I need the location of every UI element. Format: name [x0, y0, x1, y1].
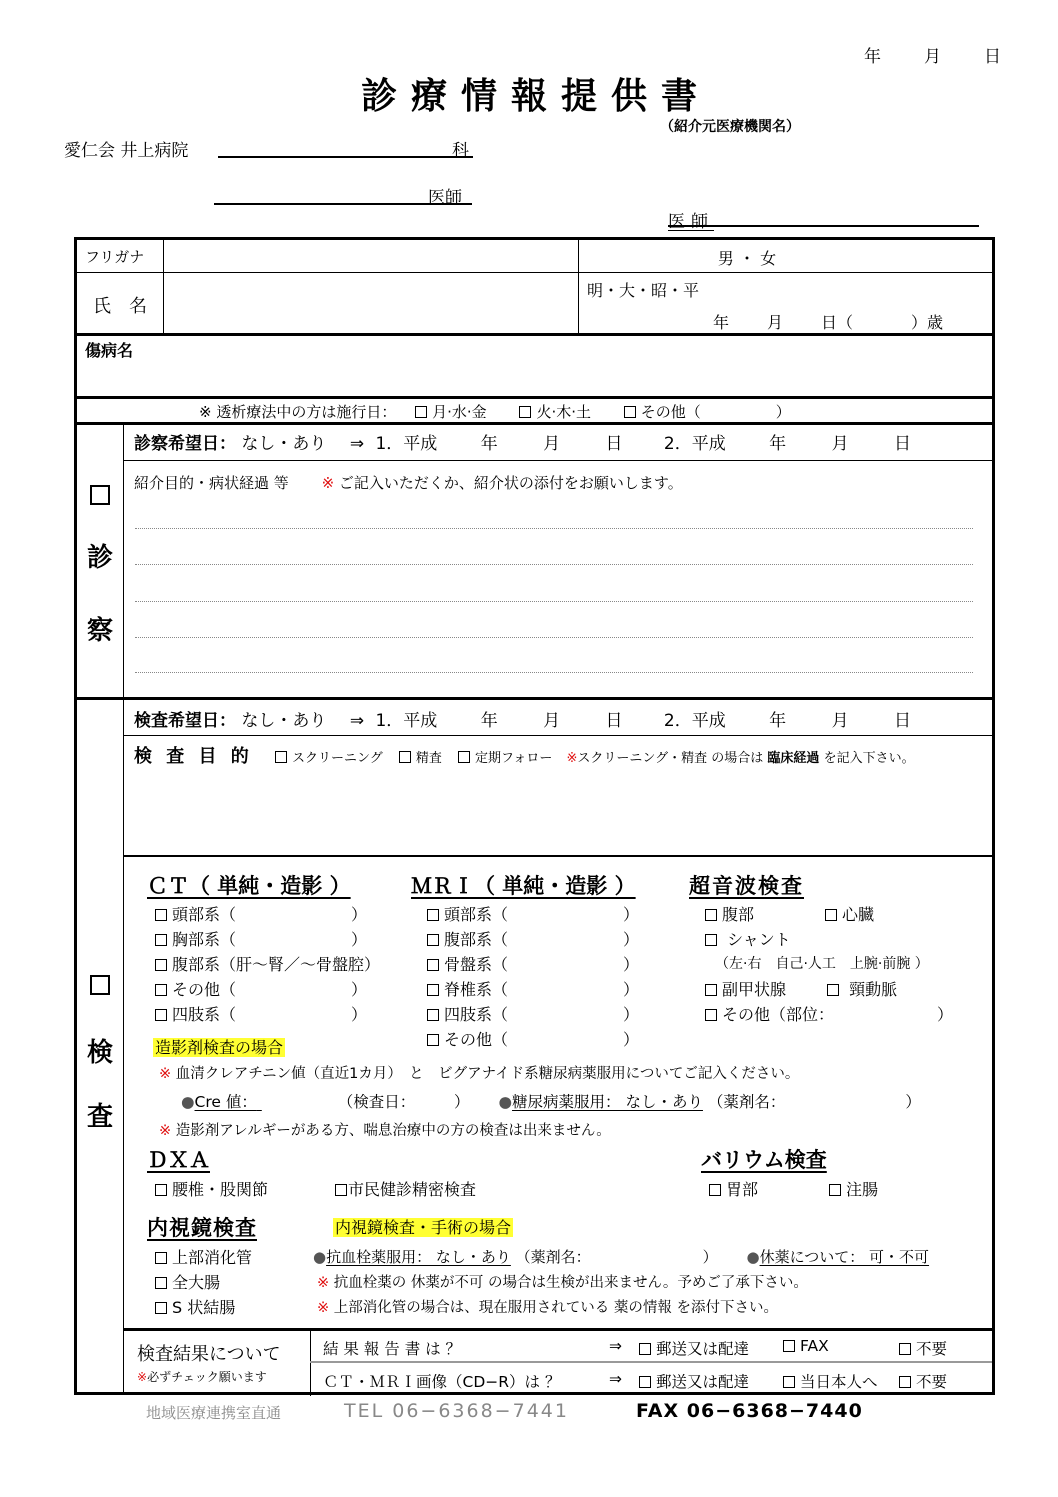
- ct-item[interactable]: その他（ ）: [155, 977, 236, 1000]
- divider: [123, 855, 992, 857]
- note-mark: ※: [321, 474, 335, 492]
- followup-label: 定期フォロー: [475, 751, 553, 766]
- divider: [123, 460, 992, 461]
- unit-day: 日: [605, 711, 623, 731]
- consultation-date-choice[interactable]: なし・あり: [241, 434, 327, 454]
- us-shunt[interactable]: シャント: [705, 927, 791, 950]
- examination-label-2: 査: [86, 1102, 113, 1132]
- examination-checkbox[interactable]: [77, 972, 123, 1002]
- unit-month: 月: [543, 434, 561, 454]
- age-label: ）歳: [911, 313, 944, 332]
- examination-label-1: 検: [86, 1038, 113, 1068]
- consultation-date-row: [134, 429, 911, 454]
- dxa-lumbar-hip[interactable]: 腰椎・股関節: [155, 1177, 268, 1200]
- exam-purpose-note: スクリーニング・精査 の場合は: [577, 751, 768, 766]
- birth-year-label: 年: [713, 313, 730, 332]
- contrast-note1: ※ 血清クレアチニン値（直近1カ月） と ビグアナイド系糖尿病薬服用についてご記入ください。: [159, 1066, 800, 1082]
- endoscopy-note1: ※ 抗血栓薬の 休薬が不可 の場合は生検が出来ません。予めご了承下さい。: [317, 1275, 808, 1291]
- exam-purpose-note-bold: 臨床経過: [767, 751, 820, 766]
- divider: [77, 272, 578, 273]
- era-options[interactable]: 明・大・昭・平: [587, 281, 700, 300]
- divider: [578, 272, 992, 273]
- unit-year: 年: [480, 711, 498, 731]
- barium-heading: バリウム検査: [701, 1148, 827, 1172]
- consultation-option2: 2．平成: [663, 434, 726, 454]
- exam-purpose-note-end: を記入下さい。: [819, 751, 915, 766]
- paren-close: ）: [702, 1248, 718, 1266]
- results-sub: ※必ずチェック願います: [137, 1370, 267, 1384]
- barium-enema[interactable]: 注腸: [829, 1177, 878, 1200]
- report-mail-option[interactable]: 郵送又は配達: [639, 1337, 749, 1359]
- detailed-exam-label: 精査: [415, 751, 442, 766]
- date-day-label: 日: [984, 47, 1001, 67]
- endoscopy-note2: ※ 上部消化管の場合は、現在服用されている 薬の情報 を添付下さい。: [317, 1300, 778, 1316]
- divider: [77, 333, 992, 336]
- department-field[interactable]: [218, 156, 473, 158]
- us-abdomen[interactable]: 腹部: [705, 902, 754, 925]
- endoscopy-sigmoid[interactable]: S 状結腸: [155, 1295, 235, 1318]
- dialysis-tts-label: 火·木·土: [536, 403, 591, 421]
- diagnosis-label: 傷病名: [85, 341, 134, 360]
- divider: [123, 735, 992, 736]
- mri-heading: ＭＲＩ（ 単純・造影 ）: [411, 874, 636, 898]
- footer-fax: FAX 06−6368−7440: [636, 1400, 863, 1422]
- footer-label: 地域医療連携室直通: [146, 1404, 282, 1422]
- footer-tel: TEL 06−6368−7441: [344, 1400, 569, 1422]
- birthdate-field[interactable]: [713, 310, 943, 333]
- consultation-label-1: 診: [86, 543, 113, 573]
- mri-item[interactable]: 頭部系（ ）: [427, 902, 508, 925]
- paren-close: ）: [905, 1093, 921, 1111]
- name-label: 氏 名: [93, 296, 147, 317]
- department-suffix: 科: [452, 141, 469, 161]
- date-year-label: 年: [864, 47, 881, 67]
- divider: [77, 697, 992, 700]
- image-question: ＣＴ・ＭＲＩ画像（CD−R）は ？: [323, 1373, 561, 1391]
- examination-option1: 1．平成: [375, 711, 438, 731]
- image-none-option[interactable]: 不要: [899, 1370, 947, 1392]
- image-patient-option[interactable]: 当日本人へ: [783, 1370, 878, 1392]
- consultation-label-2: 察: [86, 616, 113, 646]
- mri-item[interactable]: 腹部系（ ）: [427, 927, 508, 950]
- examination-date-label: 検査希望日：: [134, 711, 236, 731]
- followup-checkbox[interactable]: [458, 751, 470, 763]
- writing-line[interactable]: [135, 564, 973, 565]
- furigana-field[interactable]: [165, 242, 577, 271]
- report-arrow: ⇒: [609, 1337, 622, 1355]
- divider: [77, 396, 992, 399]
- referrer-doctor-field[interactable]: [668, 225, 979, 227]
- divider: [310, 1361, 992, 1363]
- results-label: 検査結果について: [137, 1344, 281, 1365]
- birth-day-label: 日（: [821, 313, 854, 332]
- report-question: 結 果 報 告 書 は ？: [323, 1340, 462, 1358]
- unit-month: 月: [831, 711, 849, 731]
- unit-day: 日: [893, 711, 911, 731]
- contrast-inputs: ●Cre 値： （検査日： ） ●糖尿病薬服用： なし・あり （薬剤名： ）: [181, 1093, 921, 1111]
- referral-purpose-row: [134, 472, 683, 493]
- unit-year: 年: [769, 711, 787, 731]
- unit-day: 日: [605, 434, 623, 454]
- divider: [123, 1328, 992, 1331]
- cre-date-field[interactable]: （検査日： ）: [337, 1093, 470, 1111]
- screening-label: スクリーニング: [291, 751, 383, 766]
- referral-purpose-note: ご記入いただくか、紹介状の添付をお願いします。: [338, 474, 683, 492]
- contrast-note2: ※ 造影剤アレルギーがある方、喘息治療中の方の検査は出来ません。: [159, 1123, 611, 1139]
- dm-choice[interactable]: 糖尿病薬服用： なし・あり: [512, 1093, 703, 1111]
- examination-date-row: [134, 706, 911, 731]
- ct-item[interactable]: 腹部系（肝〜腎／〜骨盤腔）: [155, 952, 380, 975]
- birth-month-label: 月: [767, 313, 784, 332]
- writing-line[interactable]: [135, 601, 973, 602]
- mri-item[interactable]: 四肢系（ ）: [427, 1002, 508, 1025]
- referrer-label: （紹介元医療機関名）: [660, 119, 800, 135]
- us-shunt-detail[interactable]: （左·右 自己·人工 上腕·前腕 ）: [715, 956, 929, 972]
- unit-year: 年: [480, 434, 498, 454]
- contrast-highlight: 造影剤検査の場合: [155, 1038, 284, 1057]
- ct-item[interactable]: 頭部系（ ）: [155, 902, 236, 925]
- dialysis-other-label: その他（ ）: [640, 403, 791, 421]
- image-arrow: ⇒: [609, 1370, 622, 1388]
- examination-date-choice[interactable]: なし・あり: [241, 711, 327, 731]
- ct-item[interactable]: 四肢系（ ）: [155, 1002, 236, 1025]
- unit-year: 年: [769, 434, 787, 454]
- dxa-heading: ＤＸＡ: [147, 1148, 210, 1172]
- detailed-exam-checkbox[interactable]: [399, 751, 411, 763]
- examination-option2: 2．平成: [663, 711, 726, 731]
- consultation-checkbox[interactable]: [77, 482, 123, 512]
- exam-purpose-field[interactable]: [127, 770, 988, 854]
- anticoag-choice[interactable]: 抗血栓薬服用： なし・あり: [326, 1248, 511, 1266]
- consultation-date-label: 診察希望日：: [134, 434, 236, 454]
- ultrasound-heading: 超音波検査: [689, 874, 804, 898]
- writing-line[interactable]: [135, 672, 973, 673]
- date-month-label: 月: [924, 47, 941, 67]
- divider: [77, 422, 992, 425]
- referral-purpose-label: 紹介目的・病状経過 等: [134, 474, 289, 492]
- dialysis-row: [199, 401, 791, 422]
- us-heart[interactable]: 心臓: [825, 902, 874, 925]
- name-field[interactable]: [165, 274, 577, 334]
- divider: [578, 240, 579, 335]
- divider: [123, 422, 124, 1395]
- referrer-doctor-label: 医師: [668, 212, 714, 232]
- mri-item[interactable]: その他（ ）: [427, 1027, 508, 1050]
- dialysis-note: ※ 透析療法中の方は施行日：: [199, 403, 397, 421]
- holdoff-choice[interactable]: 休薬について： 可・不可: [759, 1248, 930, 1266]
- arrow-icon: ⇒: [349, 434, 365, 454]
- recipient-doctor-suffix: 医師: [428, 188, 462, 208]
- cre-field[interactable]: [257, 1093, 327, 1111]
- dm-drug-label: （薬剤名：: [707, 1093, 786, 1111]
- unit-month: 月: [543, 711, 561, 731]
- us-parathyroid[interactable]: 副甲状腺: [705, 977, 786, 1000]
- dxa-city-checkup[interactable]: 市民健診精密検査: [335, 1177, 476, 1200]
- furigana-label: フリガナ: [85, 248, 145, 266]
- diagnosis-field[interactable]: [79, 360, 990, 396]
- exam-purpose-row: [134, 742, 915, 768]
- us-carotid[interactable]: 頸動脈: [827, 977, 897, 1000]
- arrow-icon: ⇒: [349, 711, 365, 731]
- dialysis-tts-checkbox[interactable]: [519, 406, 531, 418]
- dialysis-other-checkbox[interactable]: [624, 406, 636, 418]
- sex-options[interactable]: 男 ・ 女: [717, 249, 777, 268]
- screening-checkbox[interactable]: [275, 751, 287, 763]
- form-table: [74, 237, 995, 1395]
- hospital-name: 愛仁会 井上病院: [64, 141, 189, 161]
- ct-heading: ＣＴ（ 単純・造影 ）: [147, 874, 351, 898]
- image-mail-option[interactable]: 郵送又は配達: [639, 1370, 749, 1392]
- unit-month: 月: [831, 434, 849, 454]
- page-title: 診療情報提供書: [360, 76, 711, 117]
- us-other[interactable]: その他（部位： ）: [705, 1002, 834, 1025]
- exam-purpose-label: 検 査 目 的: [134, 746, 253, 767]
- writing-line[interactable]: [135, 637, 973, 638]
- report-fax-option[interactable]: FAX: [783, 1337, 829, 1355]
- barium-stomach[interactable]: 胃部: [709, 1177, 758, 1200]
- cre-label: Cre 値：: [194, 1093, 257, 1111]
- endoscopy-upper-gi[interactable]: 上部消化管: [155, 1245, 252, 1268]
- dialysis-mwf-label: 月·水·金: [432, 403, 487, 421]
- dialysis-mwf-checkbox[interactable]: [415, 406, 427, 418]
- unit-day: 日: [893, 434, 911, 454]
- divider: [163, 240, 164, 335]
- issue-date: [864, 42, 1001, 67]
- anticoag-row: ●抗血栓薬服用： なし・あり （薬剤名： ） ●休薬について： 可・不可: [313, 1248, 930, 1266]
- endoscopy-highlight: 内視鏡検査・手術の場合: [335, 1218, 512, 1237]
- endoscopy-total-colon[interactable]: 全大腸: [155, 1270, 220, 1293]
- note-mark: ※: [566, 751, 578, 766]
- divider: [310, 1330, 311, 1396]
- endoscopy-heading: 内視鏡検査: [147, 1216, 257, 1240]
- mri-item[interactable]: 脊椎系（ ）: [427, 977, 508, 1000]
- report-none-option[interactable]: 不要: [899, 1337, 947, 1359]
- writing-line[interactable]: [135, 528, 973, 529]
- ct-item[interactable]: 胸部系（ ）: [155, 927, 236, 950]
- mri-item[interactable]: 骨盤系（ ）: [427, 952, 508, 975]
- anticoag-drug-label: （薬剤名：: [515, 1248, 591, 1266]
- consultation-option1: 1．平成: [375, 434, 438, 454]
